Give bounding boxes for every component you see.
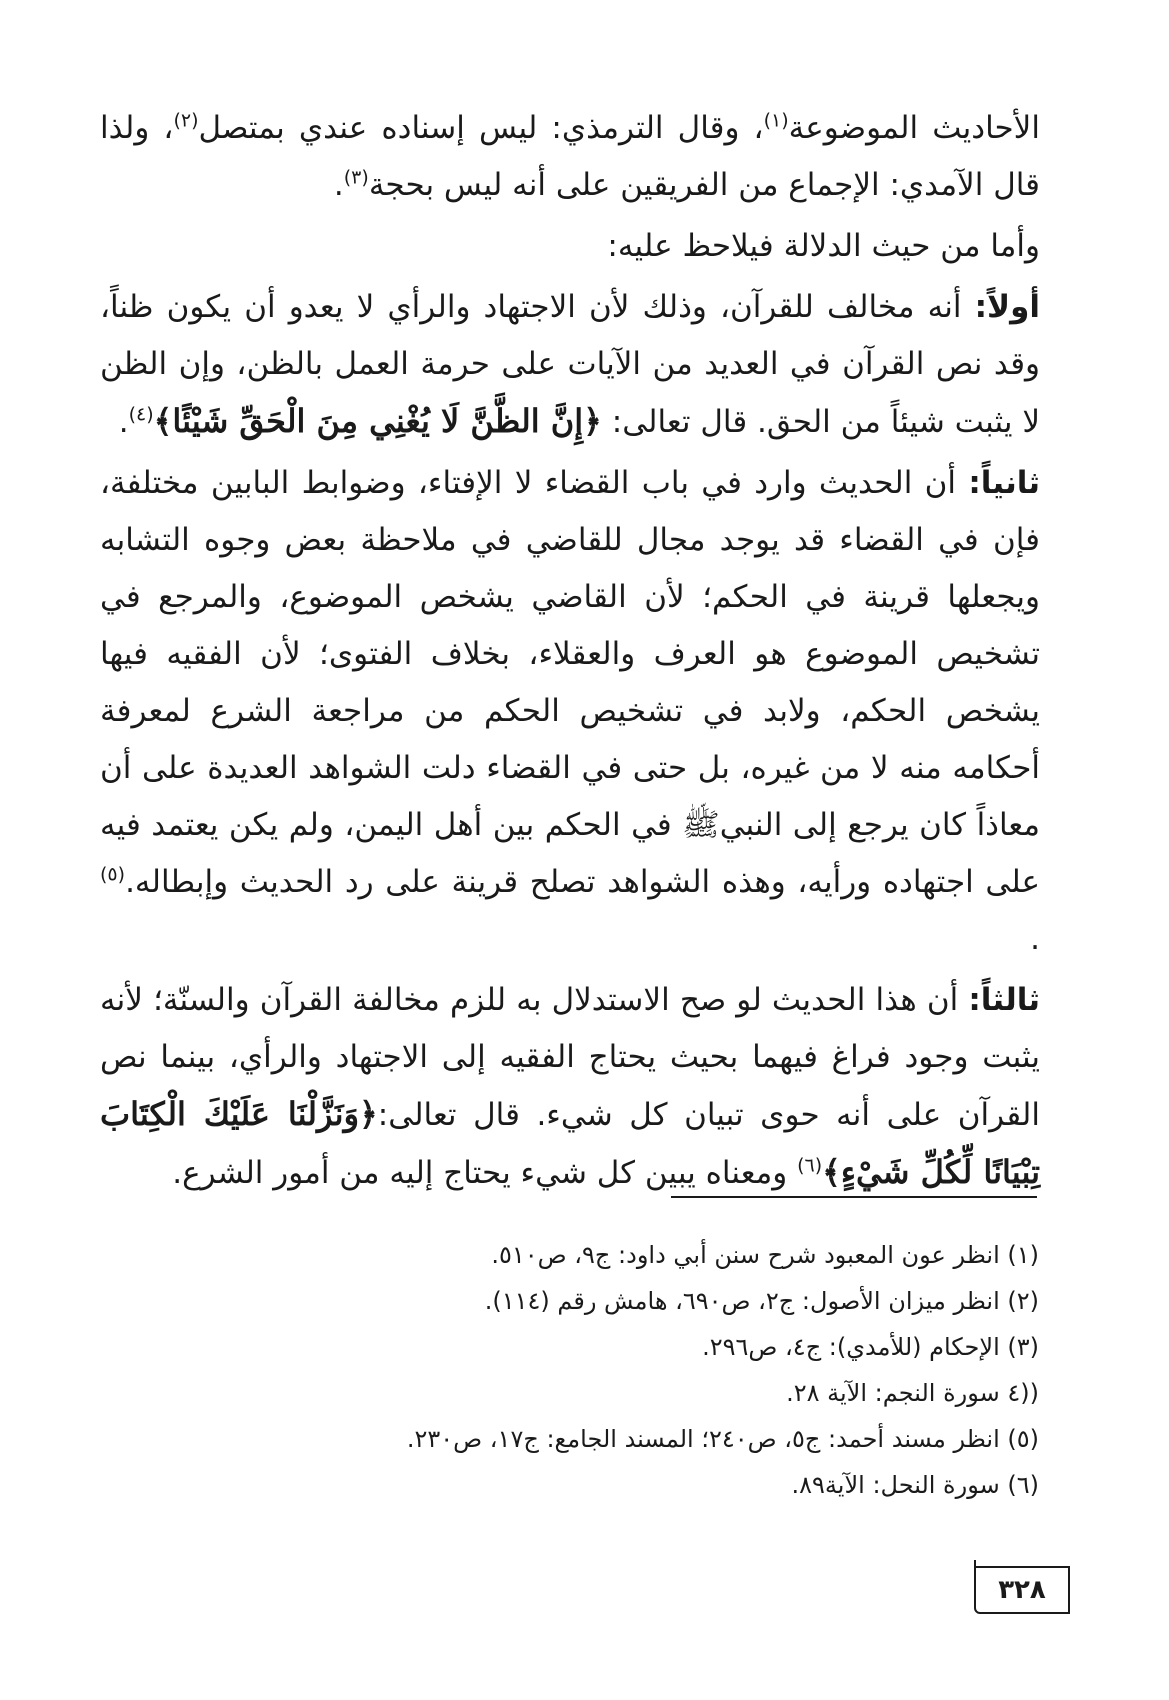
paragraph-1 xyxy=(100,100,1040,214)
honorific-glyph: ﷺ xyxy=(682,807,720,843)
point-heading: ثالثاً: xyxy=(968,982,1040,1018)
footnote-divider xyxy=(671,1196,1037,1198)
paragraph-2: وأما من حيث الدلالة فيلاحظ عليه: xyxy=(607,228,1040,264)
point-heading: أولاً: xyxy=(974,289,1040,325)
footnote-ref-4[interactable]: (٤) xyxy=(128,403,154,426)
text-run: . xyxy=(118,404,129,440)
footnote-6: (٦) سورة النحل: الآية٨٩. xyxy=(791,1471,1039,1499)
text-run: ، ولذا قال الآمدي: الإجماع من الفريقين على أنه ليس بحجة xyxy=(100,110,1040,203)
text-run: الأحاديث الموضوعة xyxy=(788,110,1040,146)
footnote-ref-6[interactable]: (٦) xyxy=(797,1154,823,1177)
footnote-ref-2[interactable]: (٢) xyxy=(173,109,199,132)
quran-verse: ﴿إِنَّ الظَّنَّ لَا يُغْنِي مِنَ الْحَقِّ شَيْئًا﴾ xyxy=(153,402,602,440)
footnote-4: ((٤ سورة النجم: الآية ٢٨. xyxy=(786,1379,1039,1407)
footnote-ref-5[interactable]: (٥) xyxy=(100,863,126,886)
text-run: ، وقال الترمذي: ليس إسناده عندي بمتصل xyxy=(198,110,764,146)
paragraph-second-point xyxy=(100,455,1040,968)
page-number xyxy=(974,1566,1070,1614)
text-run: أن هذا الحديث لو صح الاستدلال به للزم مخالفة القرآن والسنّة؛ لأنه يثبت وجود فراغ فيهما بحيث يحتاج الفقيه إلى الاجتهاد والرأي، بينما نص القرآن على أنه حوى تبيان كل شيء. قال تعالى: xyxy=(100,982,1040,1133)
paragraph-first-point xyxy=(100,279,1040,451)
footnote-ref-1[interactable]: (١) xyxy=(763,109,789,132)
text-run: . xyxy=(1030,921,1040,957)
page-number-label: ٣٢٨ xyxy=(998,1575,1046,1605)
text-run: ومعناه يبين كل شيء يحتاج إليه من أمور الشرع. xyxy=(172,1155,798,1191)
footnote-1: (١) انظر عون المعبود شرح سنن أبي داود: ج٩، ص٥١٠. xyxy=(491,1241,1039,1269)
footnote-2: (٢) انظر ميزان الأصول: ج٢، ص٦٩٠، هامش رقم (١١٤). xyxy=(484,1287,1039,1315)
footnote-5: (٥) انظر مسند أحمد: ج٥، ص٢٤٠؛ المسند الجامع: ج١٧، ص٢٣٠. xyxy=(406,1425,1039,1453)
text-run: في الحكم بين أهل اليمن، ولم يكن يعتمد فيه على اجتهاده ورأيه، وهذه الشواهد تصلح قرينة على رد الحديث وإبطاله. xyxy=(100,807,1040,900)
footnote-ref-3[interactable]: (٣) xyxy=(343,166,369,189)
text-run: أنه مخالف للقرآن، وذلك لأن الاجتهاد والرأي لا يعدو أن يكون ظناً، وقد نص القرآن في العديد من الآيات على حرمة العمل بالظن، وإن الظن لا يثبت شيئاً من الحق. قال تعالى: xyxy=(100,289,1040,440)
footnote-3: (٣) الإحكام (للأمدي): ج٤، ص٢٩٦. xyxy=(702,1333,1039,1361)
paragraph-third-point xyxy=(100,972,1040,1202)
point-heading: ثانياً: xyxy=(968,465,1040,501)
text-run: أن الحديث وارد في باب القضاء لا الإفتاء، وضوابط البابين مختلفة، فإن في القضاء قد يوجد مجال للقاضي في ملاحظة بعض وجوه التشابه ويجعلها قرينة في الحكم؛ لأن القاضي يشخص الموضوع، والمرجع في تشخيص الموضوع هو العرف والعقلاء، بخلاف الفتوى؛ لأن الفقيه فيها يشخص الحكم، ولابد في تشخيص الحكم من مراجعة الشرع لمعرفة أحكامه منه لا من غيره، بل حتى في القضاء دلت الشواهد العديدة على أن معاذاً كان يرجع إلى النبي xyxy=(100,465,1040,843)
footnotes-list xyxy=(300,1232,1039,1508)
quran-verse: ﴿وَنَزَّلْنَا عَلَيْكَ الْكِتَابَ تِبْيَانًا لِّكُلِّ شَيْءٍ﴾ xyxy=(100,1095,1040,1191)
main-text xyxy=(100,100,1040,1202)
text-run: . xyxy=(333,167,344,203)
